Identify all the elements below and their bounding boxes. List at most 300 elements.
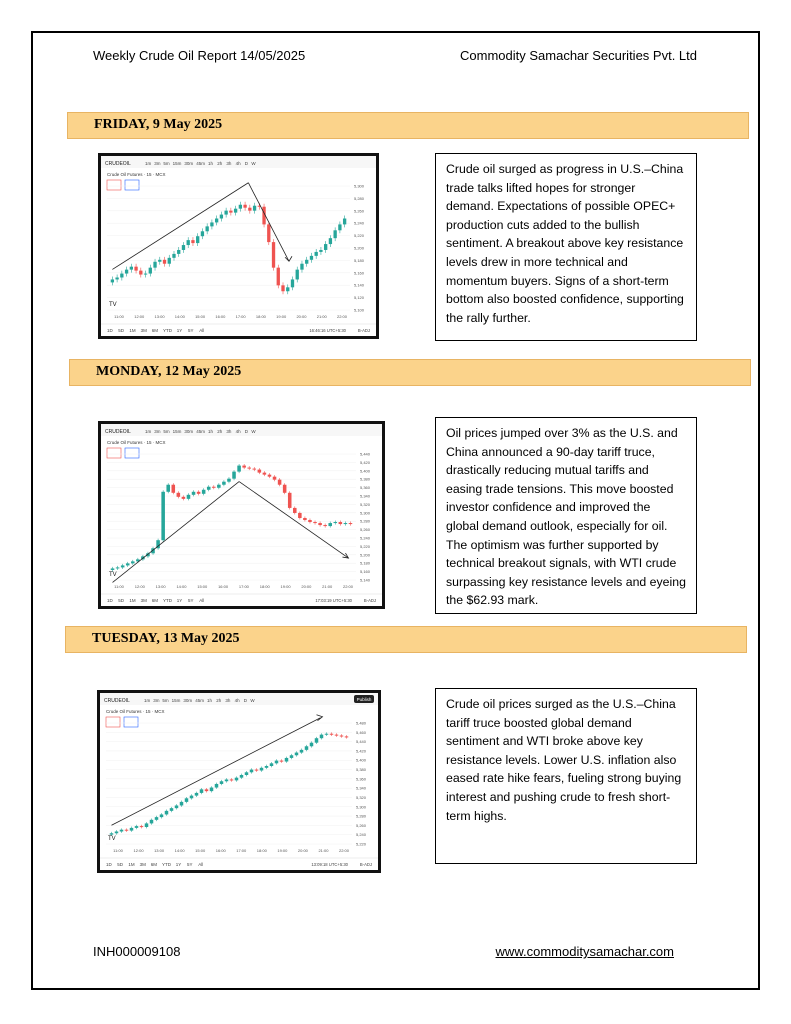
candle-body [278,480,282,485]
candle-body [320,735,324,739]
candle-body [253,206,256,211]
candle-body [202,490,206,494]
registration-number: INH000009108 [93,944,181,959]
candle-body [158,260,161,262]
candle-body [139,271,142,275]
candle-body [116,567,120,568]
range-option: 5D [117,862,123,867]
candle-body [280,761,284,762]
price-tick: 5,240 [354,220,365,226]
time-tick: 19:00 [277,848,288,853]
candlestick-chart [100,693,378,870]
candle-body [210,788,214,792]
interval-option: 15m [172,161,182,166]
candle-body [212,487,216,488]
range-option: 1M [129,598,136,603]
candle-body [215,784,219,788]
range-option: YTD [162,862,171,867]
price-tick: 5,440 [356,739,367,745]
interval-option: 1h [207,698,213,703]
range-option: 1M [129,328,136,333]
time-tick: 16:00 [215,848,226,853]
price-tick: 5,260 [354,208,365,214]
commentary-friday: Crude oil surged as progress in U.S.–China trade talks lifted hopes for stronger demand. Expectations of possible OPEC+ production cuts added to the bullish sentiment. A breakout above key resistance levels drew in more technical and momentum buyers. Signs of a short-term bottom also boosted confidence, supporting the rally further. [435,153,697,341]
candle-body [242,466,246,468]
sell-box [107,180,121,190]
candle-body [229,211,232,213]
candle-body [160,814,164,817]
time-tick: 18:00 [255,314,266,319]
time-tick: 11:00 [113,848,123,853]
website-link[interactable]: www.commoditysamachar.com [495,944,674,959]
candle-body [339,522,343,524]
time-tick: 11:00 [114,584,124,589]
instrument-label: Crude Oil Futures · 15 · MCX [107,172,166,177]
time-tick: 22:00 [342,584,354,589]
range-option: 3M [140,598,147,603]
adjust-label: B-ADJ [357,328,370,333]
candle-body [125,270,128,274]
candle-body [258,470,262,473]
interval-option: 1m [145,429,152,434]
range-option: All [199,328,205,333]
price-tick: 5,220 [354,233,365,239]
time-tick: 15:00 [197,584,208,589]
chart-timestamp: 17:03:19 UTC+5:30 [315,598,352,603]
price-tick: 5,200 [360,552,371,558]
interval-option: 5m [163,429,170,434]
price-chart-tuesday [97,690,381,873]
candle-body [263,473,267,475]
interval-option: 3h [226,161,232,166]
interval-option: 45m [196,161,205,166]
candle-body [217,485,221,488]
candle-body [250,770,254,773]
interval-option: 3h [225,698,231,703]
range-option: 5Y [188,328,194,333]
candle-body [166,485,170,492]
candle-body [290,755,294,758]
price-tick: 5,240 [356,832,367,838]
candle-body [340,736,344,737]
candle-body [308,520,312,522]
candle-body [163,260,166,264]
candle-body [121,565,125,567]
symbol-label: CRUDEOIL [104,698,130,704]
time-tick: 22:00 [336,314,348,319]
time-tick: 21:00 [322,584,333,589]
sell-box [107,448,121,458]
price-tick: 5,200 [354,245,365,251]
candle-body [296,270,299,280]
trend-line [112,718,321,826]
price-tick: 5,240 [360,535,371,541]
chart-toolbar [101,424,382,436]
time-tick: 13:00 [154,848,165,853]
price-tick: 5,340 [360,493,371,499]
candle-body [200,789,204,793]
price-tick: 5,420 [356,748,367,754]
candle-body [334,522,338,523]
candle-body [227,479,231,482]
interval-option: 15m [171,698,181,703]
time-tick: 14:00 [174,314,185,319]
trend-arrow [317,715,323,721]
time-tick: 21:00 [316,314,327,319]
instrument-label: Crude Oil Futures · 15 · MCX [107,440,166,445]
range-option: All [198,862,204,867]
candle-body [270,763,274,766]
candle-body [267,224,270,242]
price-tick: 5,100 [354,307,365,313]
candle-body [268,475,272,477]
candle-body [335,735,339,736]
candle-body [275,761,279,764]
trend-line-down [248,183,289,262]
candle-body [245,772,249,775]
range-option: 3M [139,862,146,867]
chart-timestamp: 13:09:18 UTC+5:30 [311,862,348,867]
range-option: 1D [107,598,113,603]
interval-option: 30m [183,698,193,703]
candle-body [310,256,313,260]
candle-body [190,796,194,799]
price-tick: 5,160 [354,270,365,276]
candle-body [329,238,332,244]
time-tick: 21:00 [318,848,329,853]
interval-option: W [250,698,255,703]
time-tick: 13:00 [154,314,165,319]
interval-option: 4h [235,429,241,434]
buy-box [124,717,138,727]
price-tick: 5,260 [360,527,371,533]
time-tick: 12:00 [133,848,144,853]
range-option: All [199,598,205,603]
symbol-label: CRUDEOIL [105,429,131,435]
candle-body [187,240,190,245]
interval-option: 3h [226,429,232,434]
candle-body [185,798,189,802]
tradingview-logo: TV [109,302,117,308]
interval-option: 30m [184,161,194,166]
interval-option: 45m [195,698,204,703]
time-tick: 14:00 [176,584,187,589]
company-name: Commodity Samachar Securities Pvt. Ltd [460,48,697,63]
candle-body [130,828,134,831]
candle-body [201,231,204,236]
price-tick: 5,340 [356,785,367,791]
interval-option: 2h [216,698,222,703]
price-tick: 5,320 [360,501,371,507]
report-title: Weekly Crude Oil Report 14/05/2025 [93,48,306,63]
interval-option: 3m [154,161,161,166]
candle-body [293,508,297,513]
price-tick: 5,300 [356,804,367,810]
candle-body [291,279,294,287]
price-tick: 5,140 [354,282,365,288]
candle-body [222,482,226,485]
candle-body [187,495,191,499]
candle-body [305,746,309,750]
range-option: 5D [118,328,124,333]
candle-body [182,497,186,499]
candle-body [120,274,123,278]
time-tick: 20:00 [301,584,312,589]
candle-body [232,472,236,479]
candle-body [265,766,269,768]
candle-body [115,277,118,279]
candle-body [237,466,241,472]
candle-body [318,523,322,525]
candle-body [153,262,156,268]
price-tick: 5,480 [356,720,367,726]
interval-option: W [251,161,256,166]
price-chart-friday [98,153,379,339]
candle-body [120,830,124,832]
candle-body [192,492,196,495]
range-option: 3M [140,328,147,333]
candle-body [240,775,244,778]
time-tick: 19:00 [280,584,291,589]
time-tick: 20:00 [297,848,308,853]
candle-body [298,513,302,518]
candle-body [125,830,129,831]
time-tick: 16:00 [218,584,229,589]
candle-body [220,215,223,219]
range-option: 1Y [176,328,183,333]
price-tick: 5,180 [360,560,371,566]
price-tick: 5,380 [360,476,371,482]
chart-timestamp: 16:46:16 UTC+5:30 [309,328,346,333]
candle-body [315,738,319,742]
price-tick: 5,380 [356,767,367,773]
tradingview-logo: TV [108,836,116,842]
time-tick: 15:00 [195,848,206,853]
candle-body [115,831,119,833]
candle-body [172,485,176,493]
interval-option: 1m [145,161,152,166]
interval-option: 1h [208,429,214,434]
candle-body [205,789,209,791]
candle-body [300,750,304,753]
candle-body [111,568,115,570]
candle-body [272,242,275,268]
candle-body [149,268,152,274]
publish-label: Publish [356,697,372,702]
price-tick: 5,360 [360,485,371,491]
candle-body [206,226,209,231]
interval-option: W [251,429,256,434]
candle-body [325,734,329,735]
candle-body [286,287,289,291]
candle-body [319,250,322,252]
candle-body [300,264,303,270]
interval-option: D [243,698,248,703]
candle-body [313,522,317,523]
range-option: 1Y [176,598,183,603]
time-tick: 19:00 [276,314,287,319]
interval-option: 1m [144,698,151,703]
range-option: 6M [151,328,159,333]
interval-option: 5m [163,161,170,166]
candle-body [344,523,348,524]
interval-option: 4h [235,161,241,166]
buy-box [125,448,139,458]
price-tick: 5,220 [356,841,367,847]
candle-body [215,219,218,223]
time-tick: 17:00 [236,848,247,853]
time-tick: 18:00 [256,848,267,853]
range-option: 6M [150,862,158,867]
day-bar-tuesday [65,626,747,653]
candle-body [323,525,327,526]
interval-option: D [244,429,249,434]
interval-option: 15m [172,429,182,434]
candle-body [191,240,194,243]
candle-body [177,493,181,497]
candle-body [150,820,154,824]
price-chart-monday [98,421,385,609]
trend-line-up [113,482,240,583]
time-tick: 11:00 [114,314,124,319]
price-tick: 5,280 [354,195,365,201]
price-tick: 5,420 [360,459,371,465]
candlestick-chart [101,156,376,336]
candle-body [182,245,185,250]
candle-body [328,523,332,526]
day-bar-friday [67,112,749,139]
price-tick: 5,360 [356,776,367,782]
candle-body [195,793,199,796]
candle-body [175,805,179,808]
candle-body [210,222,213,226]
candle-body [283,485,287,493]
candle-body [310,743,314,747]
time-tick: 20:00 [296,314,307,319]
price-tick: 5,280 [360,518,371,524]
candle-body [168,258,171,264]
price-tick: 5,120 [354,295,365,301]
candle-body [111,279,114,282]
price-tick: 5,300 [360,510,371,516]
range-option: 1D [106,862,112,867]
range-option: 5D [118,598,124,603]
trend-line-up [112,183,248,270]
candle-body [144,274,147,275]
price-tick: 5,220 [360,543,371,549]
candle-body [224,211,227,215]
price-tick: 5,320 [356,794,367,800]
interval-option: 3m [153,698,160,703]
candle-body [234,209,237,213]
price-tick: 5,180 [354,257,365,263]
candle-body [180,802,184,806]
candle-body [247,468,251,469]
candle-body [161,492,165,540]
candle-body [243,205,246,208]
candle-body [235,778,239,781]
range-option: 1M [128,862,135,867]
candle-body [197,492,201,494]
candle-body [273,477,277,480]
price-tick: 5,400 [360,468,371,474]
price-tick: 5,460 [356,729,367,735]
candle-body [338,224,341,230]
candlestick-chart [101,424,382,606]
tradingview-logo: TV [109,572,117,578]
interval-option: 2h [217,161,223,166]
range-option: 6M [151,598,159,603]
candle-body [315,252,318,256]
range-option: 1Y [175,862,182,867]
price-tick: 5,300 [354,183,365,189]
price-tick: 5,440 [360,451,371,457]
symbol-label: CRUDEOIL [105,161,131,167]
day-title: MONDAY, 12 May 2025 [96,364,242,379]
candle-body [207,487,211,490]
range-option: YTD [163,598,172,603]
range-option: 5Y [187,862,193,867]
candle-body [343,219,346,225]
candle-body [220,781,224,784]
range-option: YTD [163,328,172,333]
candle-body [285,758,289,762]
time-tick: 14:00 [174,848,185,853]
day-title: TUESDAY, 13 May 2025 [92,631,240,646]
candle-body [145,823,149,827]
time-tick: 12:00 [134,314,145,319]
candle-body [172,254,175,258]
candle-body [110,833,114,834]
candle-body [333,230,336,238]
candle-body [288,493,292,508]
candle-body [281,285,284,291]
range-option: 5Y [188,598,194,603]
candle-body [155,817,159,820]
candle-body [230,779,234,780]
candle-body [295,753,299,756]
candle-body [345,736,349,737]
time-tick: 16:00 [215,314,226,319]
candle-body [130,267,133,270]
candle-body [330,734,334,735]
candle-body [134,267,137,271]
candle-body [324,244,327,250]
time-tick: 18:00 [259,584,270,589]
adjust-label: B-ADJ [363,598,376,603]
price-tick: 5,160 [360,569,371,575]
interval-option: 45m [196,429,205,434]
interval-option: 1h [208,161,214,166]
time-tick: 15:00 [195,314,206,319]
candle-body [305,260,308,264]
commentary-tuesday: Crude oil prices surged as the U.S.–China tariff truce boosted global demand sentiment and WTI broke above key resistance levels. Lower U.S. inflation also eased rate hike fears, fueling strong buying interest and pushing crude to fresh short-term highs. [435,688,697,864]
candle-body [277,268,280,286]
time-tick: 17:00 [238,584,249,589]
instrument-label: Crude Oil Futures · 15 · MCX [106,709,165,714]
candle-body [126,563,130,565]
adjust-label: B-ADJ [359,862,372,867]
time-tick: 17:00 [235,314,246,319]
interval-option: 4h [234,698,240,703]
buy-box [125,180,139,190]
candle-body [253,469,257,470]
candle-body [177,250,180,254]
candle-body [248,208,251,211]
time-tick: 12:00 [134,584,145,589]
day-title: FRIDAY, 9 May 2025 [94,117,223,132]
candle-body [170,808,174,811]
